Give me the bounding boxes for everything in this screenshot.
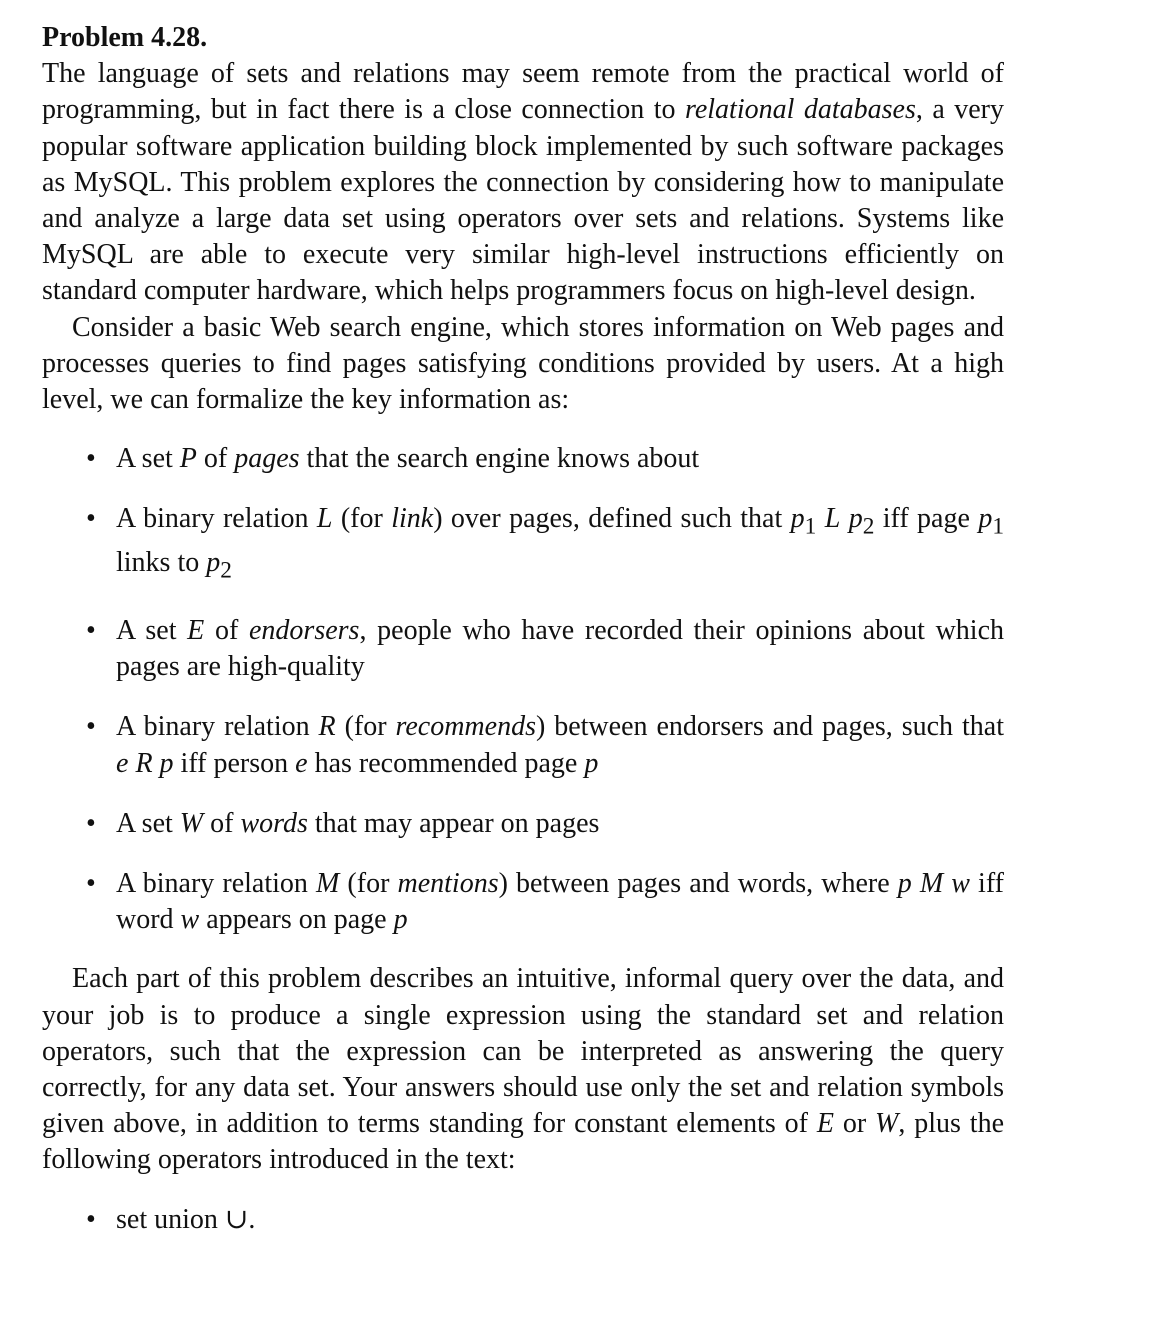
list-item-mentions: • A binary relation M (for mentions) between pages and words, where p M w iff word w appears on page p: [42, 866, 1004, 938]
intro-paragraph-2: Consider a basic Web search engine, which stores information on Web pages and processes queries to find pages satisfying conditions provided by users. At a high level, we can formalize the key information as:: [42, 311, 1004, 416]
list-item-words: • A set W of words that may appear on pages: [42, 806, 1004, 842]
closing-paragraph: Each part of this problem describes an intuitive, informal query over the data, and your job is to produce a single expression using the standard set and relation operators, such that the expression can be interpreted as answering the query correctly, for any data set. Your answers should use only the set and relation symbols given above, in addition to terms standing for constant elements of E or W, plus the following operators introduced in the text:: [42, 963, 1004, 1176]
list-item-link: • A binary relation L (for link) over pages, defined such that $p_1$ L $p_2$ iff page $p_1$ links to $p_2$: [42, 501, 1004, 589]
definitions-list: [42, 441, 1004, 938]
emphasis-relational-databases: relational databases: [684, 94, 916, 126]
list-item-set-union: • set union ∪.: [42, 1202, 1004, 1238]
operators-list: [42, 1202, 1004, 1238]
problem-page: [42, 20, 1004, 1238]
intro-paragraph-1: The language of sets and relations may seem remote from the practical world of programming, but in fact there is a close connection to relational databases, a very popular software application building block implemented by such software packages as MySQL. This problem explores the connection by considering how to manipulate and analyze a large data set using operators over sets and relations. Systems like MySQL are able to execute very similar high-level instructions efficiently on standard computer hardware, which helps programmers focus on high-level design.: [42, 58, 1005, 307]
list-item-recommends: • A binary relation R (for recommends) between endorsers and pages, such that e R p iff person e has recommended page p: [42, 709, 1004, 781]
problem-title: Problem 4.28.: [42, 22, 208, 53]
list-item-endorsers: • A set E of endorsers, people who have recorded their opinions about which pages are high-quality: [42, 613, 1004, 685]
list-item-pages: • A set P of pages that the search engine knows about: [42, 441, 1004, 477]
